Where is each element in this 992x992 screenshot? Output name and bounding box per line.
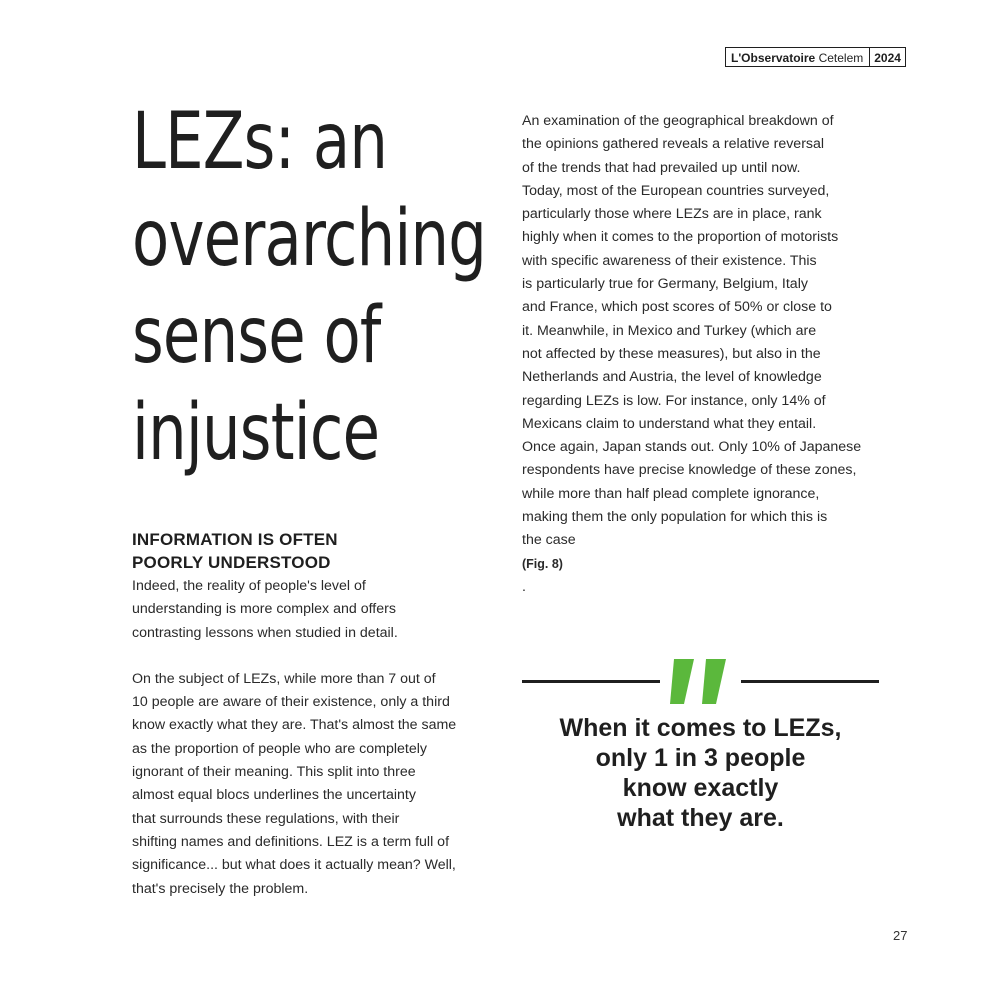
- text-line: On the subject of LEZs, while more than 7 out of: [132, 670, 436, 687]
- text-line: Once again, Japan stands out. Only 10% of Japanese: [522, 439, 862, 456]
- title-line: injustice: [132, 388, 380, 478]
- text-line: the opinions gathered reveals a relative reversal: [522, 136, 825, 153]
- sentence-end: .: [522, 578, 526, 595]
- quote-mark-icon: [668, 656, 732, 706]
- text-line: contrasting lessons when studied in detail.: [132, 624, 398, 641]
- text-line: it. Meanwhile, in Mexico and Turkey (which are: [522, 322, 817, 339]
- text-line: and France, which post scores of 50% or close to: [522, 299, 832, 316]
- last-line-text: the case: [522, 532, 576, 549]
- text-line: with specific awareness of their existence. This: [522, 252, 817, 269]
- text-line: making them the only population for which this is: [522, 509, 828, 526]
- title-line: LEZs: an: [132, 97, 388, 187]
- text-line: Indeed, the reality of people's level of: [132, 578, 366, 594]
- text-line: know exactly what they are. That's almost the same: [132, 717, 457, 734]
- geography-paragraph: [522, 110, 892, 599]
- text-line: An examination of the geographical breakdown of: [522, 113, 834, 129]
- quote-line-text: only 1 in 3 people: [595, 744, 806, 772]
- text-line: Today, most of the European countries surveyed,: [522, 182, 830, 199]
- publication-badge: [725, 47, 906, 67]
- text-line: Netherlands and Austria, the level of knowledge: [522, 369, 822, 386]
- pull-quote: [522, 656, 879, 856]
- text-line: is particularly true for Germany, Belgium, Italy: [522, 276, 808, 293]
- heading-line: INFORMATION IS OFTEN: [132, 530, 338, 549]
- lez-paragraph: [132, 668, 492, 901]
- text-line: that surrounds these regulations, with their: [132, 810, 400, 827]
- text-line: significance... but what does it actually mean? Well,: [132, 857, 456, 874]
- text-line: ignorant of their meaning. This split into three: [132, 764, 416, 781]
- page-number: 27: [893, 928, 908, 943]
- publication-year: 2024: [869, 48, 905, 66]
- text-line: that's precisely the problem.: [132, 880, 309, 897]
- text-line: particularly those where LEZs are in place, rank: [522, 206, 822, 223]
- text-line: as the proportion of people who are completely: [132, 740, 427, 757]
- title-line: overarching: [132, 194, 487, 284]
- text-line: [522, 529, 892, 599]
- section-heading: [132, 528, 492, 574]
- quote-text: [522, 713, 879, 833]
- figure-reference: (Fig. 8): [522, 556, 563, 571]
- text-line: regarding LEZs is low. For instance, only 14% of: [522, 392, 826, 409]
- intro-paragraph: [132, 575, 492, 645]
- title-line: sense of: [132, 291, 381, 381]
- brand-regular: Cetelem: [818, 51, 864, 65]
- quote-divider-right: [741, 680, 879, 683]
- text-line: Mexicans claim to understand what they entail.: [522, 415, 817, 432]
- text-line: respondents have precise knowledge of these zones,: [522, 462, 857, 479]
- text-line: almost equal blocs underlines the uncertainty: [132, 787, 416, 804]
- text-line: while more than half plead complete ignorance,: [522, 485, 820, 502]
- text-line: understanding is more complex and offers: [132, 601, 396, 618]
- text-line: shifting names and definitions. LEZ is a term full of: [132, 833, 450, 850]
- page-title: [132, 94, 486, 482]
- right-column: [522, 110, 892, 599]
- text-line: not affected by these measures), but also in the: [522, 345, 821, 362]
- quote-line-text: what they are.: [617, 804, 784, 832]
- quote-line-text: know exactly: [622, 774, 779, 802]
- left-column: [132, 528, 492, 901]
- text-line: 10 people are aware of their existence, only a third: [132, 694, 450, 711]
- quote-divider-left: [522, 680, 660, 683]
- publication-brand: [726, 48, 869, 66]
- text-line: of the trends that had prevailed up until now.: [522, 159, 801, 176]
- quote-line-text: When it comes to LEZs,: [559, 714, 842, 742]
- text-line: highly when it comes to the proportion of motorists: [522, 229, 839, 246]
- heading-line: POORLY UNDERSTOOD: [132, 553, 331, 572]
- brand-bold: L'Observatoire: [731, 51, 816, 65]
